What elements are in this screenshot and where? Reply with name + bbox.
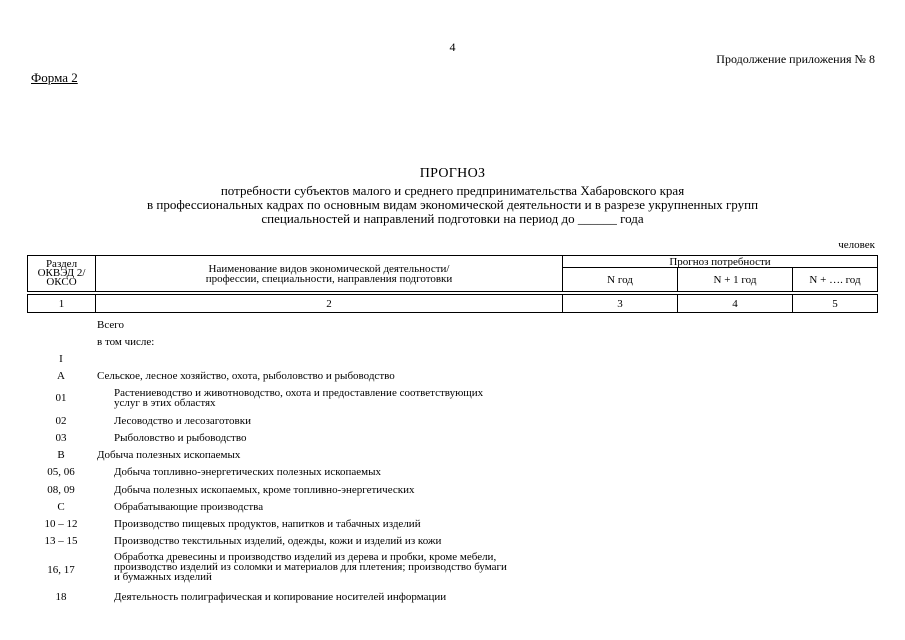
row-label-line: Обработка древесины и производство изделий из дерева и пробки, кроме мебели, xyxy=(114,551,497,563)
row-label-line: производство изделий из соломки и материалов для плетения; производство бумаги xyxy=(114,561,507,573)
row-label xyxy=(114,592,446,602)
row-label xyxy=(97,320,124,330)
header-text: ОКСО xyxy=(46,276,77,288)
row-label-line: Добыча топливно-энергетических полезных ископаемых xyxy=(114,466,381,478)
column-number: 3 xyxy=(563,295,678,313)
appendix-note: Продолжение приложения № 8 xyxy=(716,52,875,66)
row-label-line: и бумажных изделий xyxy=(114,571,212,583)
row-label xyxy=(97,450,240,460)
row-code: 02 xyxy=(55,415,67,427)
units-label: человек xyxy=(838,239,875,251)
row-label-line: услуг в этих областях xyxy=(114,397,216,409)
row-label xyxy=(114,536,441,546)
row-label-line: Сельское, лесное хозяйство, охота, рыболовство и рыбоводство xyxy=(97,370,395,382)
header-forecast-group: Прогноз потребности xyxy=(563,256,878,268)
row-code: 10 – 12 xyxy=(44,518,78,530)
row-label xyxy=(114,388,483,408)
row-label xyxy=(114,416,251,426)
form-label: Форма 2 xyxy=(31,70,78,85)
column-number: 1 xyxy=(28,295,96,313)
row-label-line: Всего xyxy=(97,319,124,331)
row-code: 16, 17 xyxy=(47,564,75,576)
row-code: I xyxy=(59,353,63,365)
row-code: B xyxy=(57,449,65,461)
header-year-n: N год xyxy=(563,268,678,292)
header-year-nn: N + …. год xyxy=(793,268,878,292)
row-label-line: Рыболовство и рыбоводство xyxy=(114,432,247,444)
subtitle-line: в профессиональных кадрах по основным видам экономической деятельности и в разрезе укрупненных групп xyxy=(146,197,759,212)
row-label-line: Обрабатывающие производства xyxy=(114,501,264,513)
subtitle-line: специальностей и направлений подготовки на период до ______ года xyxy=(261,211,644,226)
row-code: A xyxy=(57,370,65,382)
row-label xyxy=(97,337,154,347)
row-label xyxy=(114,433,246,443)
row-label-line: Деятельность полиграфическая и копирование носителей информации xyxy=(114,591,447,603)
row-label xyxy=(114,467,381,477)
column-number: 2 xyxy=(96,295,563,313)
row-label xyxy=(114,552,507,582)
row-label-line: Добыча полезных ископаемых, кроме топливно-энергетических xyxy=(114,484,415,496)
row-label xyxy=(114,502,263,512)
header-text: Раздел xyxy=(45,258,78,270)
row-label-line: в том числе: xyxy=(97,336,155,348)
row-label-line: Производство пищевых продуктов, напитков и табачных изделий xyxy=(114,518,421,530)
document-title: ПРОГНОЗ xyxy=(419,166,486,181)
column-number: 4 xyxy=(678,295,793,313)
header-text: ОКВЭД 2/ xyxy=(37,267,86,279)
header-year-n1: N + 1 год xyxy=(678,268,793,292)
header-text: Наименование видов экономической деятельности/ xyxy=(208,262,450,275)
row-label-line: Лесоводство и лесозаготовки xyxy=(114,415,251,427)
header-text: профессии, специальности, направления подготовки xyxy=(205,272,453,285)
row-label-line: Производство текстильных изделий, одежды, кожи и изделий из кожи xyxy=(114,535,442,547)
row-code: 03 xyxy=(55,432,67,444)
row-code: 01 xyxy=(55,392,67,404)
column-number: 5 xyxy=(793,295,878,313)
row-code: C xyxy=(57,501,65,513)
row-label xyxy=(114,485,414,495)
row-code: 08, 09 xyxy=(47,484,75,496)
row-label-line: Добыча полезных ископаемых xyxy=(97,449,241,461)
row-code: 13 – 15 xyxy=(44,535,78,547)
row-label xyxy=(97,371,395,381)
page-number: 4 xyxy=(449,40,456,54)
row-label-line: Растениеводство и животноводство, охота и предоставление соответствующих xyxy=(114,387,484,399)
subtitle-line: потребности субъектов малого и среднего предпринимательства Хабаровского края xyxy=(220,183,685,198)
row-code: 05, 06 xyxy=(47,466,75,478)
row-label xyxy=(114,519,421,529)
row-code: 18 xyxy=(55,591,67,603)
